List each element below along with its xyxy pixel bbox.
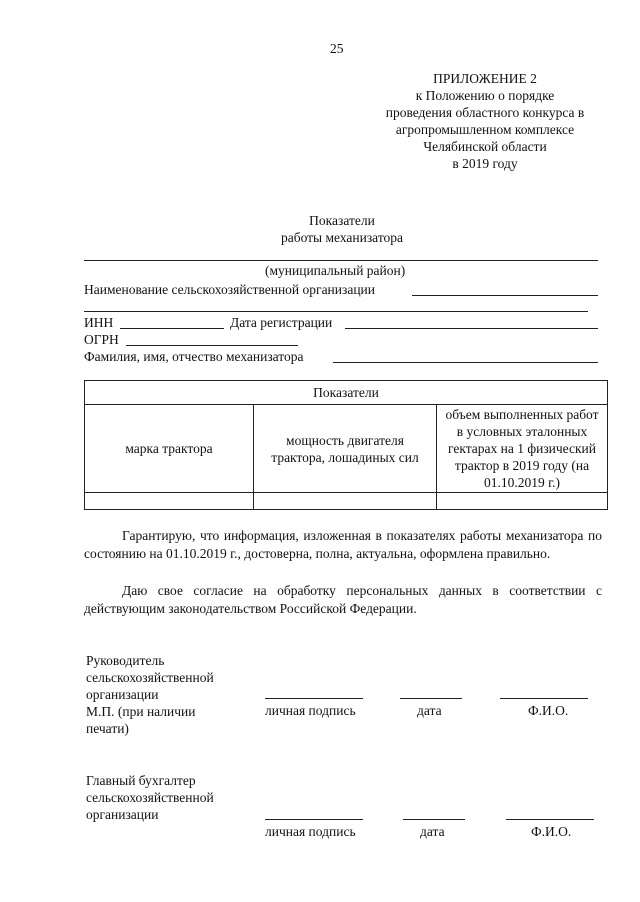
- inn-field: [120, 328, 224, 329]
- appendix-line: к Положению о порядке: [415, 88, 555, 103]
- table-cell-empty: [85, 493, 254, 510]
- head-date-caption: дата: [417, 703, 442, 718]
- head-signature-line: [265, 698, 363, 699]
- appendix-title: ПРИЛОЖЕНИЕ 2: [433, 71, 537, 86]
- page-title: [200, 212, 484, 246]
- head-date-line: [400, 698, 462, 699]
- reg-date-label: Дата регистрации: [230, 315, 333, 330]
- table-cell-empty: [254, 493, 437, 510]
- consent-statement: Даю свое согласие на обработку персональных данных в соответствии с действующим законодательством Российской Федерации.: [84, 583, 602, 616]
- head-position-label: Руководитель сельскохозяйственной организации М.П. (при наличии печати): [86, 653, 214, 736]
- accountant-fio-line: [506, 819, 594, 820]
- accountant-date-line: [403, 819, 465, 820]
- title-line: работы механизатора: [280, 230, 404, 245]
- reg-date-field: [345, 328, 598, 329]
- org-name-field: [412, 295, 598, 296]
- accountant-signature-line: [265, 819, 363, 820]
- title-line: Показатели: [309, 213, 375, 228]
- ogrn-label: ОГРН: [84, 332, 119, 347]
- page-number: 25: [330, 41, 344, 56]
- org-name-field-second-line: [84, 311, 588, 312]
- guarantee-statement: Гарантирую, что информация, изложенная в показателях работы механизатора по состоянию на 01.10.2019 г., достоверна, полна, актуальна, оформлена правильно.: [84, 528, 602, 561]
- accountant-position-label: Главный бухгалтер сельскохозяйственной организации: [86, 773, 214, 822]
- org-name-label: Наименование сельскохозяйственной организации: [84, 282, 376, 297]
- fio-field: [333, 362, 598, 363]
- ogrn-field: [126, 345, 298, 346]
- head-signature-caption: личная подпись: [265, 703, 356, 718]
- accountant-date-caption: дата: [420, 824, 445, 839]
- appendix-block: [360, 70, 610, 172]
- appendix-line: в 2019 году: [452, 156, 518, 171]
- appendix-line: агропромышленном комплексе: [395, 122, 575, 137]
- indicators-table: [84, 380, 608, 510]
- fio-label: Фамилия, имя, отчество механизатора: [84, 349, 304, 364]
- accountant-signature-caption: личная подпись: [265, 824, 356, 839]
- accountant-fio-caption: Ф.И.О.: [531, 824, 572, 839]
- head-fio-line: [500, 698, 588, 699]
- table-header: Показатели: [85, 381, 608, 405]
- column-work-volume: объем выполненных работ в условных эталонных гектарах на 1 физический трактор в 2019 году (на 01.10.2019 г.): [437, 405, 608, 493]
- appendix-line: проведения областного конкурса в: [385, 105, 585, 120]
- appendix-line: Челябинской области: [423, 139, 547, 154]
- column-engine-power: мощность двигателя трактора, лошадиных сил: [254, 405, 437, 493]
- column-tractor-brand: марка трактора: [85, 405, 254, 493]
- table-cell-empty: [437, 493, 608, 510]
- district-blank-line: [84, 260, 598, 261]
- head-fio-caption: Ф.И.О.: [528, 703, 569, 718]
- inn-label: ИНН: [84, 315, 114, 330]
- district-caption: (муниципальный район): [265, 263, 406, 278]
